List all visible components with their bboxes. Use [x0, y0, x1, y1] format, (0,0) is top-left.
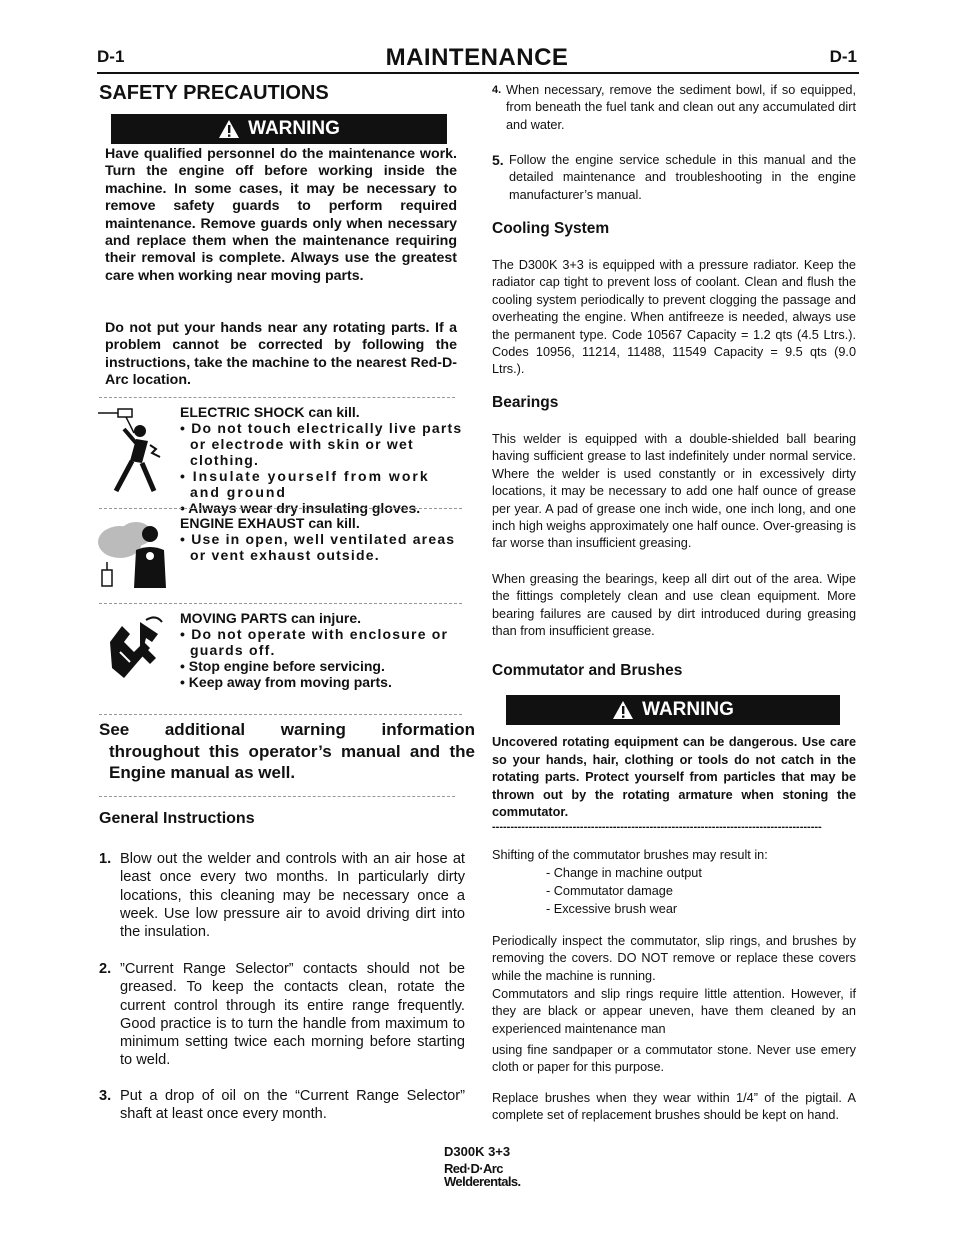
- hazard-item: • Do not touch electrically live parts or electrode with skin or wet clothing.: [180, 420, 463, 468]
- page-code-right: D-1: [829, 47, 857, 66]
- warning-banner-left: [111, 114, 447, 144]
- shifting-item: - Excessive brush wear: [546, 902, 678, 916]
- item-number: 4.: [492, 84, 502, 96]
- commutators-text: Commutators and slip rings require little attention. However, if they are black or appear uneven, have them cleaned by an experienced maintenance man: [492, 987, 856, 1036]
- hazard-title: ELECTRIC SHOCK can kill.: [180, 404, 360, 420]
- electric-shock-icon: [96, 405, 166, 495]
- hazard-moving-parts: [180, 610, 464, 690]
- item-text: ”Current Range Selector” contacts should not be greased. To keep the contacts clean, rotate the current control through its entire range frequently. Good practice is to turn the handle from maximum to minimum setting twice each morning before starting to weld.: [120, 961, 465, 1069]
- cooling-system-text: The D300K 3+3 is equipped with a pressure radiator. Keep the radiator cap tight to prevent loss of coolant. Clean and flush the cooling system periodically to prevent clogging the passage and overheating the engine. When antifreeze is needed, always use the permanent type. Code 10567 Capacity = 1.2 qts (4.5 Ltrs.). Codes 10956, 11214, 11488, 11549 Capacity = 9.5 qts (9.0 Ltrs.).: [492, 258, 856, 377]
- item-text: Put a drop of oil on the “Current Range Selector” shaft at least once every month.: [120, 1088, 465, 1123]
- hazard-item: • Stop engine before servicing.: [180, 658, 385, 674]
- hazard-item: • Keep away from moving parts.: [180, 674, 392, 690]
- page-code-left: D-1: [97, 47, 125, 66]
- replace-brushes-text: Replace brushes when they wear within 1/4” of the pigtail. A complete set of replacement brushes should be kept on hand.: [492, 1091, 856, 1123]
- cooling-system-heading: Cooling System: [492, 220, 610, 237]
- instruction-item: [99, 1087, 465, 1124]
- commutator-heading: Commutator and Brushes: [492, 662, 683, 679]
- warning-label: WARNING: [248, 118, 340, 139]
- hazard-item: • Use in open, well ventilated areas or vent exhaust outside.: [180, 531, 456, 563]
- hazard-title: ENGINE EXHAUST can kill.: [180, 515, 360, 531]
- hazard-item: • Do not operate with enclosure or guards off.: [180, 626, 449, 658]
- instruction-item: [99, 960, 465, 1070]
- divider: [99, 508, 462, 509]
- warning-triangle-icon: [218, 119, 240, 139]
- shifting-item: - Change in machine output: [546, 866, 702, 880]
- item-number: 1.: [99, 851, 112, 867]
- warning-paragraph-2: Do not put your hands near any rotating parts. If a problem cannot be corrected by following the instructions, take the machine to the nearest Red-D-Arc location.: [105, 320, 457, 389]
- warning-label: WARNING: [642, 699, 734, 720]
- moving-parts-icon: [100, 612, 170, 682]
- additional-warning-note: See additional warning information throughout this operator’s manual and the Engine manual as well.: [99, 720, 475, 782]
- item-text: When necessary, remove the sediment bowl, if so equipped, from beneath the fuel tank and clean out any accumulated dirt and water.: [506, 83, 856, 132]
- item-text: Blow out the welder and controls with an air hose at least once every two months. In particularly dirty locations, this cleaning may be necessary once a week. Use low pressure air to avoid driving dirt into the insulation.: [120, 851, 465, 941]
- logo-line-1: Red·D·Arc: [444, 1161, 503, 1176]
- bearings-text-2: When greasing the bearings, keep all dirt out of the area. Wipe the fittings completely clean and use clean equipment. More bearing failures are caused by dirt introduced during greasing than from insufficient grease.: [492, 572, 856, 639]
- warning-paragraph-1: Have qualified personnel do the maintenance work. Turn the engine off before working inside the machine. In some cases, it may be necessary to remove safety guards to perform required maintenance. Remove guards only when necessary and replace them when the maintenance requiring their removal is complete. Always use the greatest care when working near moving parts.: [105, 146, 457, 284]
- bearings-text-1: This welder is equipped with a double-shielded ball bearing having sufficient grease to last indefinitely under normal service. Where the welder is used constantly or in excessively dirty locations, it may be necessary to add one half ounce of grease per year. A pad of grease one inch wide, one inch long, and one inch high weighs approximately one half ounce. Over-greasing is far worse than insufficient greasing.: [492, 432, 856, 551]
- hazard-item: • Insulate yourself from work and ground: [180, 468, 430, 500]
- instruction-item: [492, 82, 856, 134]
- warning-banner-right: [506, 695, 840, 725]
- shifting-item: - Commutator damage: [546, 884, 673, 898]
- hazard-title: MOVING PARTS can injure.: [180, 610, 361, 626]
- shifting-intro: Shifting of the commutator brushes may result in:: [492, 848, 768, 862]
- warning-triangle-icon: [612, 700, 634, 720]
- dashed-separator: ------------------------------------------------------------------------------------------: [492, 821, 822, 833]
- header-rule: [97, 72, 859, 74]
- hazard-engine-exhaust: [180, 515, 464, 563]
- divider: [99, 796, 455, 797]
- safety-precautions-heading: SAFETY PRECAUTIONS: [99, 82, 329, 104]
- model-name: D300K 3+3: [444, 1144, 511, 1159]
- item-number: 2.: [99, 961, 112, 977]
- bearings-heading: Bearings: [492, 394, 559, 411]
- divider: [99, 714, 462, 715]
- instruction-item: [492, 152, 856, 204]
- item-number: 3.: [99, 1088, 112, 1104]
- item-number: 5.: [492, 152, 504, 168]
- commutator-warning-text: Uncovered rotating equipment can be dangerous. Use care so your hands, hair, clothing or tools do not catch in the rotating parts. Protect yourself from particles that may be thrown out by the rotating armature when stoning the commutator.: [492, 735, 856, 819]
- divider: [99, 603, 462, 604]
- divider: [99, 397, 455, 398]
- item-text: Follow the engine service schedule in this manual and the detailed maintenance and troubleshooting in the engine manufacturer’s manual.: [509, 153, 856, 202]
- general-instructions-heading: General Instructions: [99, 810, 255, 827]
- instruction-item: [99, 850, 465, 941]
- inspect-text: Periodically inspect the commutator, slip rings, and brushes by removing the covers. DO NOT remove or replace these covers while the machine is running.: [492, 934, 856, 983]
- engine-exhaust-icon: [96, 516, 172, 592]
- hazard-electric-shock: [180, 404, 464, 516]
- hazard-item: • Always wear dry insulating gloves.: [180, 500, 421, 516]
- red-d-arc-logo: [444, 1162, 521, 1188]
- sandpaper-text: using fine sandpaper or a commutator stone. Never use emery cloth or paper for this purpose.: [492, 1043, 856, 1075]
- logo-line-2: Welderentals.: [444, 1174, 521, 1189]
- page-title: MAINTENANCE: [385, 44, 569, 71]
